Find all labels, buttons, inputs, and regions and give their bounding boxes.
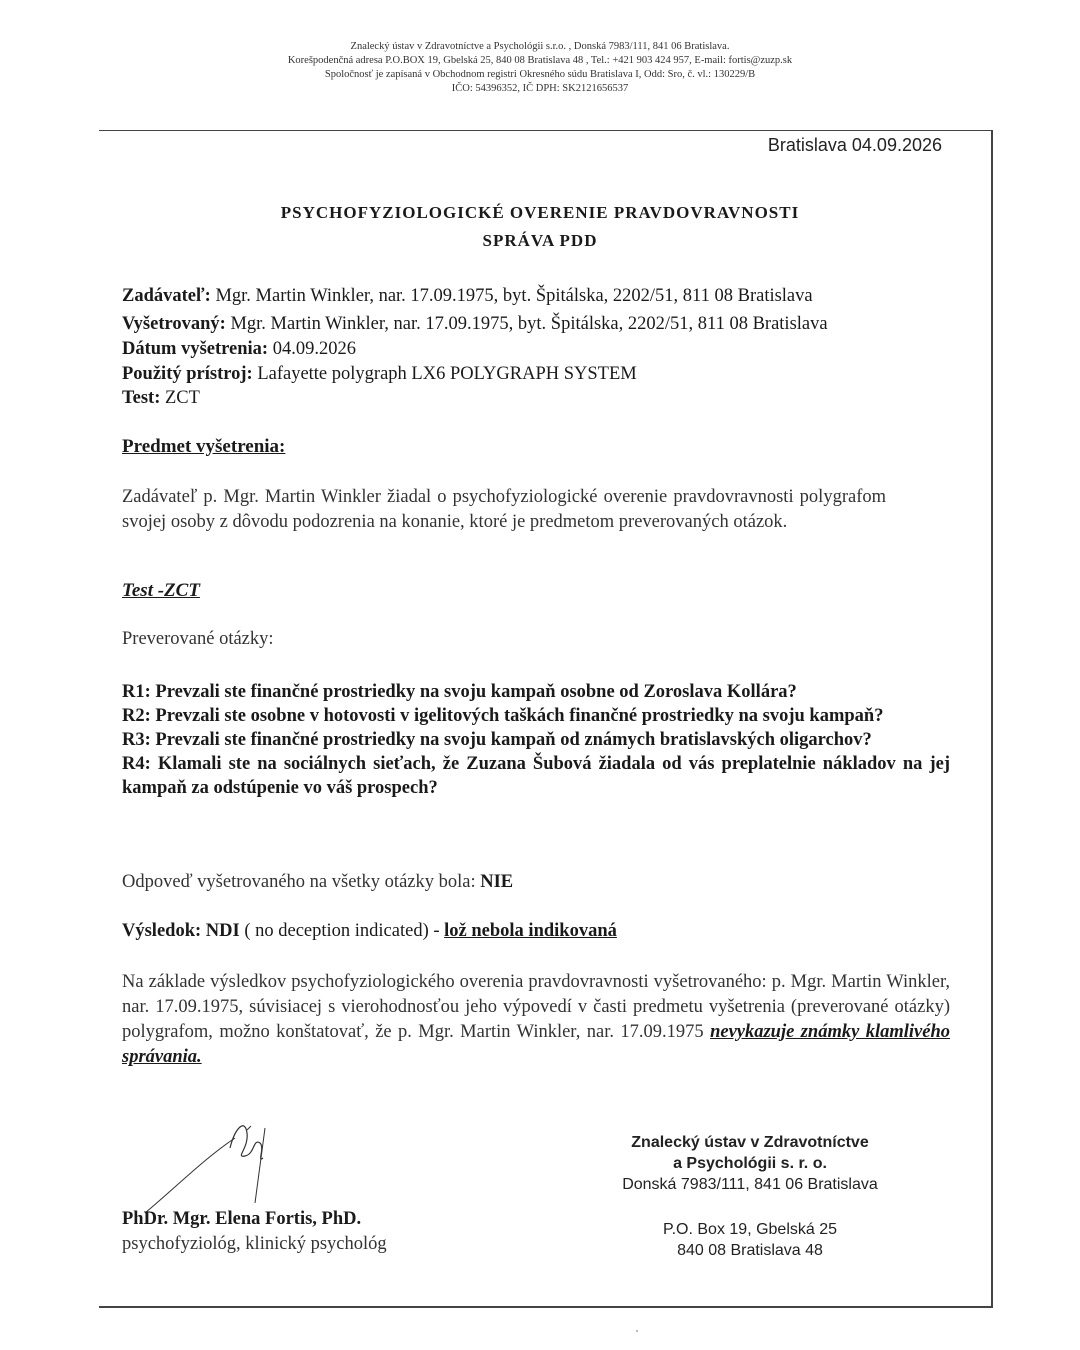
field-vysetrovany	[122, 314, 828, 335]
answer-value: NIE	[480, 872, 514, 892]
letterhead	[0, 40, 1080, 96]
field-pristroj-value: Lafayette polygraph LX6 POLYGRAPH SYSTEM	[252, 364, 637, 384]
field-pristroj-label: Použitý prístroj:	[122, 364, 253, 384]
document-date: Bratislava 04.09.2026	[767, 135, 942, 155]
field-test-value: ZCT	[160, 388, 200, 408]
institution-stamp	[580, 1132, 920, 1261]
answer-line	[122, 872, 513, 893]
question-r2: R2: Prevzali ste osobne v hotovosti v igelitových taškách finančné prostriedky na svoju kampaň?	[122, 706, 884, 726]
result-label: Výsledok: NDI	[122, 921, 240, 941]
field-test	[122, 388, 200, 409]
result-paren: ( no deception indicated) -	[239, 921, 445, 941]
field-vysetrovany-label: Vyšetrovaný:	[122, 314, 226, 334]
stamp-line-3: Donská 7983/111, 841 06 Bratislava	[622, 1176, 878, 1193]
questions-list	[122, 680, 950, 800]
handwritten-signature	[135, 1108, 305, 1218]
result-value: lož nebola indikovaná	[444, 921, 617, 941]
stamp-line-1: Znalecký ústav v Zdravotníctve	[631, 1134, 869, 1151]
document-subtitle: SPRÁVA PDD	[482, 231, 598, 250]
question-r4: R4: Klamali ste na sociálnych sieťach, že Zuzana Šubová žiadala od vás preplatelnie nákladov na jej kampaň za odstúpenie vo váš prospech?	[122, 754, 950, 798]
conclusion-paragraph	[122, 970, 950, 1070]
test-heading: Test -ZCT	[122, 580, 200, 601]
field-datum	[122, 339, 356, 360]
field-datum-label: Dátum vyšetrenia:	[122, 339, 269, 359]
field-datum-value: 04.09.2026	[268, 339, 356, 359]
document-title: PSYCHOFYZIOLOGICKÉ OVERENIE PRAVDOVRAVNOSTI	[280, 203, 800, 222]
frame-top-rule	[99, 130, 991, 131]
field-vysetrovany-value: Mgr. Martin Winkler, nar. 17.09.1975, byt. Špitálska, 2202/51, 811 08 Bratislava	[225, 314, 828, 334]
field-zadavatel-value: Mgr. Martin Winkler, nar. 17.09.1975, byt. Špitálska, 2202/51, 811 08 Bratislava	[210, 286, 813, 306]
questions-title: Preverované otázky:	[122, 629, 274, 649]
signer-name: PhDr. Mgr. Elena Fortis, PhD.	[122, 1209, 362, 1229]
field-zadavatel-label: Zadávateľ:	[122, 286, 211, 306]
stamp-line-5: 840 08 Bratislava 48	[677, 1242, 823, 1259]
signer-role: psychofyziológ, klinický psychológ	[122, 1234, 387, 1254]
letterhead-line-4: IČO: 54396352, IČ DPH: SK2121656537	[451, 83, 629, 94]
stamp-line-2: a Psychológii s. r. o.	[673, 1155, 827, 1172]
predmet-paragraph: Zadávateľ p. Mgr. Martin Winkler žiadal o psychofyziologické overenie pravdovravnosti polygrafom svojej osoby z dôvodu podozrenia na konanie, ktoré je predmetom preverovaných otázok.	[122, 487, 886, 532]
conclusion-emphasis: nevykazuje známky klamlivého správania.	[122, 1022, 950, 1067]
stamp-line-4: P.O. Box 19, Gbelská 25	[662, 1221, 838, 1238]
letterhead-line-1: Znalecký ústav v Zdravotníctve a Psychológii s.r.o. , Donská 7983/111, 841 06 Bratislava.	[350, 41, 730, 52]
field-zadavatel	[122, 286, 813, 307]
question-r1: R1: Prevzali ste finančné prostriedky na svoju kampaň osobne od Zoroslava Kollára?	[122, 682, 797, 702]
conclusion-text: Na základe výsledkov psychofyziologického overenia pravdovravnosti vyšetrovaného: p. Mgr. Martin Winkler, nar. 17.09.1975, súvisiacej s vierohodnosťou jeho výpovedí v časti predmetu vyšetrenia (preverované otázky) polygrafom, možno konštatovať, že p. Mgr. Martin Winkler, nar. 17.09.1975	[122, 972, 950, 1042]
predmet-heading: Predmet vyšetrenia:	[122, 436, 286, 457]
question-r3: R3: Prevzali ste finančné prostriedky na svoju kampaň od známych bratislavských oligarchov?	[122, 730, 872, 750]
answer-text: Odpoveď vyšetrovaného na všetky otázky bola:	[122, 872, 481, 892]
letterhead-line-2: Korešpodenčná adresa P.O.BOX 19, Gbelská 25, 840 08 Bratislava 48 , Tel.: +421 903 424 957, E-mail: fortis@zuzp.sk	[287, 55, 793, 66]
field-pristroj	[122, 364, 637, 385]
result-line	[122, 921, 617, 942]
scan-speck	[636, 1330, 638, 1332]
field-test-label: Test:	[122, 388, 161, 408]
letterhead-line-3: Spoločnosť je zapísaná v Obchodnom registri Okresného súdu Bratislava I, Odd: Sro, č. vl.: 130229/B	[324, 69, 756, 80]
